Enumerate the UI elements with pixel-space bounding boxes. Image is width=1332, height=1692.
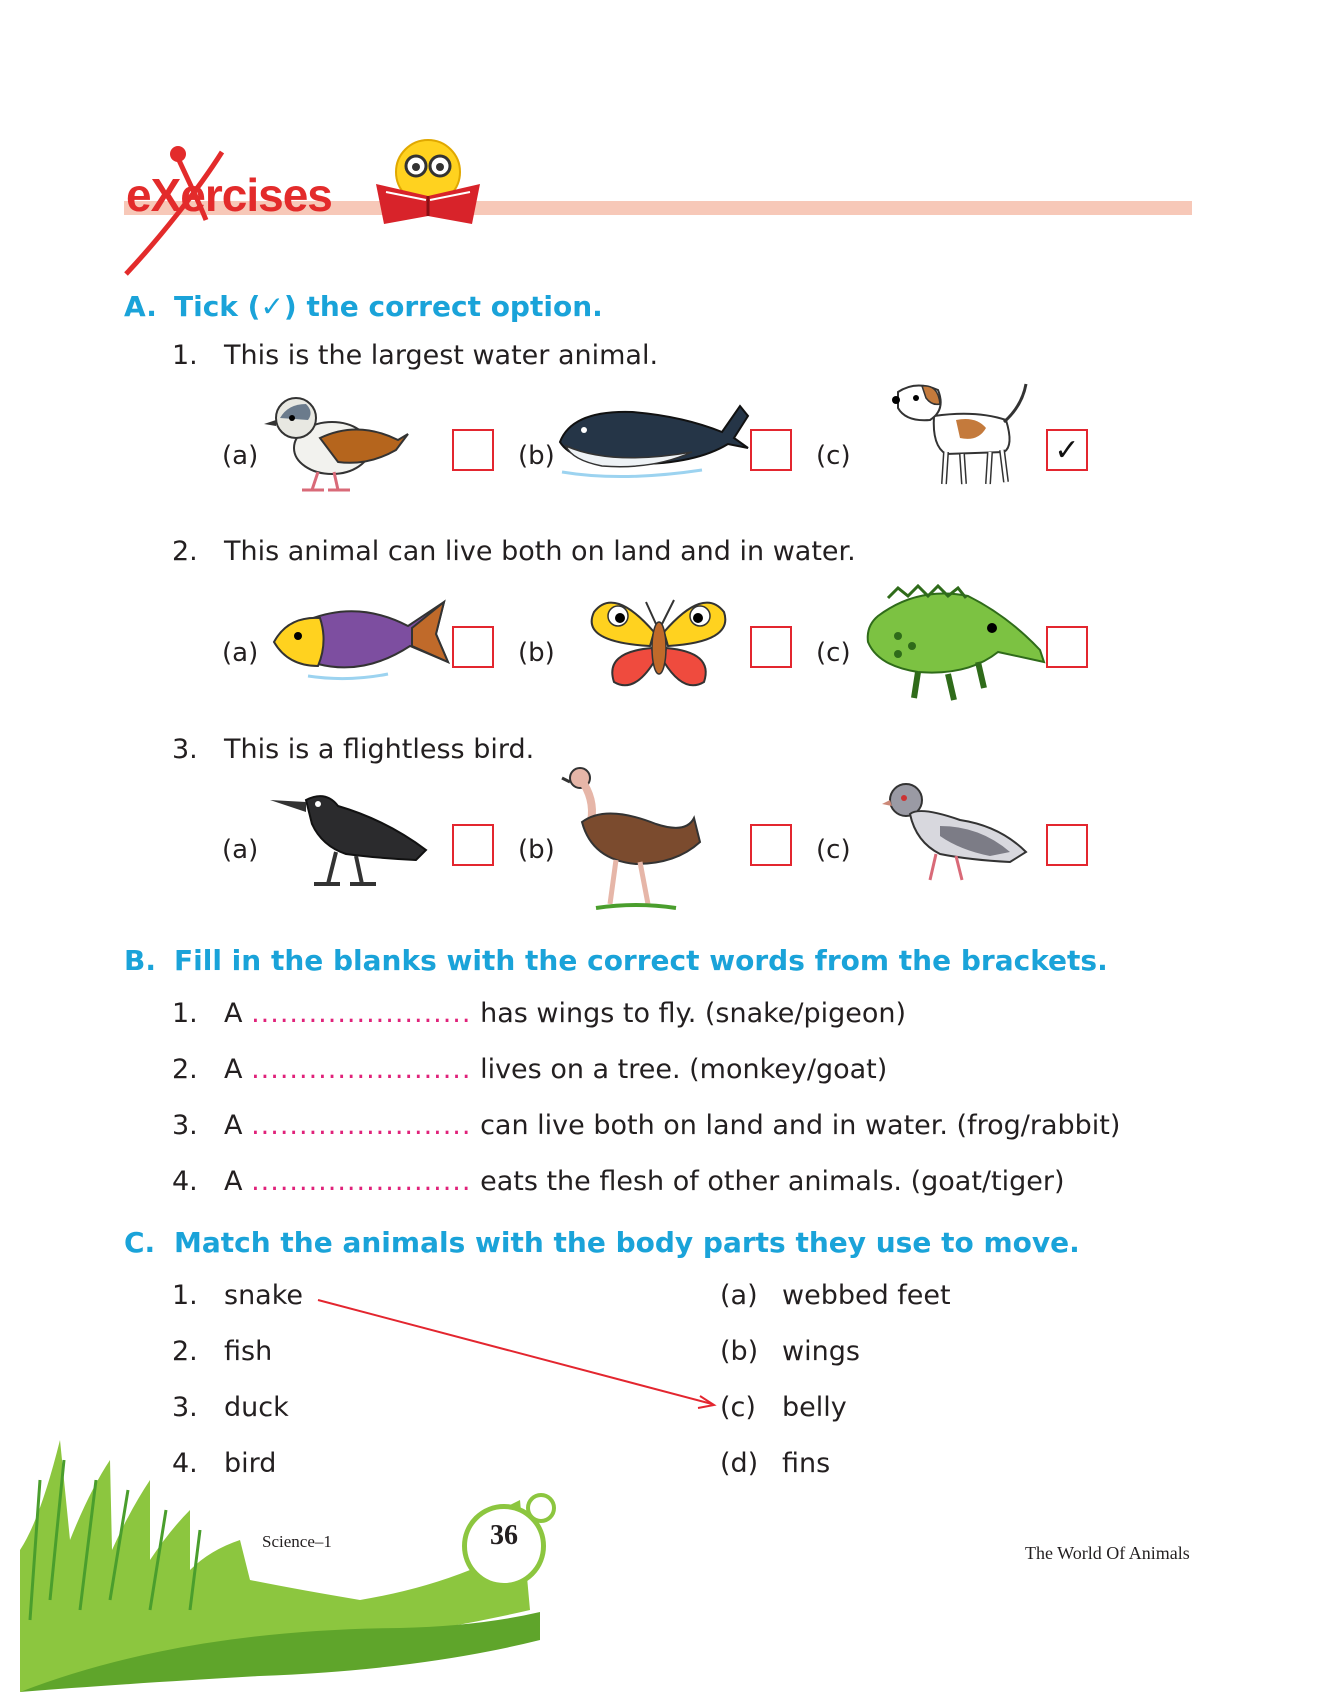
fill-blank-item [172,998,906,1029]
option-label: (c) [816,441,851,471]
question-text: This is the largest water animal. [224,340,659,371]
question-text: This animal can live both on land and in water. [224,536,856,567]
dog-image [886,376,1036,494]
pigeon-image [880,776,1030,892]
item-number: 3. [172,1110,198,1141]
section-c-title [124,1226,1080,1259]
option-label: (b) [518,638,555,668]
tick-box[interactable] [750,824,792,866]
ostrich-image [556,764,706,914]
tick-box[interactable] [452,429,494,471]
whale-image [552,386,752,482]
item-text: webbed feet [782,1280,951,1311]
sentence-rest: can live both on land and in water. (frog/rabbit) [480,1110,1121,1141]
item-text: fish [224,1336,273,1367]
item-number: 4. [172,1166,198,1197]
crow-image [266,780,436,896]
item-letter: (c) [720,1392,756,1423]
option-label: (a) [222,638,259,668]
reading-emoji-icon [372,132,484,228]
match-right-item[interactable] [720,1280,951,1311]
article: A [224,1054,243,1085]
exercises-title: eXercises [126,169,332,221]
article: A [224,1110,243,1141]
option-label: (a) [222,835,259,865]
sentence-rest: lives on a tree. (monkey/goat) [480,1054,888,1085]
item-letter: (d) [720,1448,759,1479]
item-number: 3. [172,1392,198,1423]
blank-field[interactable]: ....................... [251,998,472,1029]
section-letter: A. [124,290,157,323]
question-1 [172,340,658,371]
blank-field[interactable]: ....................... [251,1054,472,1085]
butterfly-image [574,582,744,702]
tick-box[interactable] [1046,824,1088,866]
option-label: (a) [222,441,259,471]
item-letter: (b) [720,1336,759,1367]
section-letter: C. [124,1226,156,1259]
option-label: (c) [816,638,851,668]
section-letter: B. [124,944,156,977]
section-heading: Match the animals with the body parts they use to move. [174,1226,1080,1259]
item-number: 4. [172,1448,198,1479]
item-text: belly [782,1392,847,1423]
section-heading: Tick (✓) the correct option. [174,290,603,323]
tick-box[interactable] [1046,626,1088,668]
article: A [224,1166,243,1197]
tick-box[interactable] [452,626,494,668]
sentence-rest: has wings to fly. (snake/pigeon) [480,998,907,1029]
option-label: (b) [518,835,555,865]
match-left-item[interactable] [172,1280,303,1311]
tick-box[interactable] [750,626,792,668]
option-label: (b) [518,441,555,471]
item-letter: (a) [720,1280,758,1311]
question-2 [172,536,856,567]
item-number: 2. [172,1336,198,1367]
question-number: 1. [172,340,198,371]
sparrow-image [258,390,418,500]
item-text: wings [782,1336,860,1367]
fill-blank-item [172,1166,1065,1197]
blank-field[interactable]: ....................... [251,1166,472,1197]
crocodile-image [858,576,1048,712]
section-heading: Fill in the blanks with the correct words from the brackets. [174,944,1108,977]
item-number: 1. [172,998,198,1029]
item-text: duck [224,1392,289,1423]
match-arrow-line [318,1300,712,1404]
page-number: 36 [490,1520,518,1551]
match-left-item[interactable] [172,1336,272,1367]
chapter-title: The World Of Animals [1025,1543,1190,1563]
blank-field[interactable]: ....................... [251,1110,472,1141]
option-label: (c) [816,835,851,865]
fill-blank-item [172,1110,1120,1141]
question-number: 2. [172,536,198,567]
tick-box[interactable] [750,429,792,471]
tick-box-checked[interactable]: ✓ [1046,429,1088,471]
question-text: This is a flightless bird. [224,734,535,765]
fill-blank-item [172,1054,887,1085]
article: A [224,998,243,1029]
match-right-item[interactable] [720,1336,860,1367]
tick-box[interactable] [452,824,494,866]
item-number: 2. [172,1054,198,1085]
question-3 [172,734,534,765]
sentence-rest: eats the flesh of other animals. (goat/tiger) [480,1166,1065,1197]
section-a-title [124,290,603,323]
item-text: bird [224,1448,277,1479]
question-number: 3. [172,734,198,765]
item-text: fins [782,1448,831,1479]
page-number-dot [526,1493,556,1523]
fish-image [268,590,452,686]
item-number: 1. [172,1280,198,1311]
item-text: snake [224,1280,304,1311]
book-title: Science–1 [262,1532,332,1551]
section-b-title [124,944,1108,977]
